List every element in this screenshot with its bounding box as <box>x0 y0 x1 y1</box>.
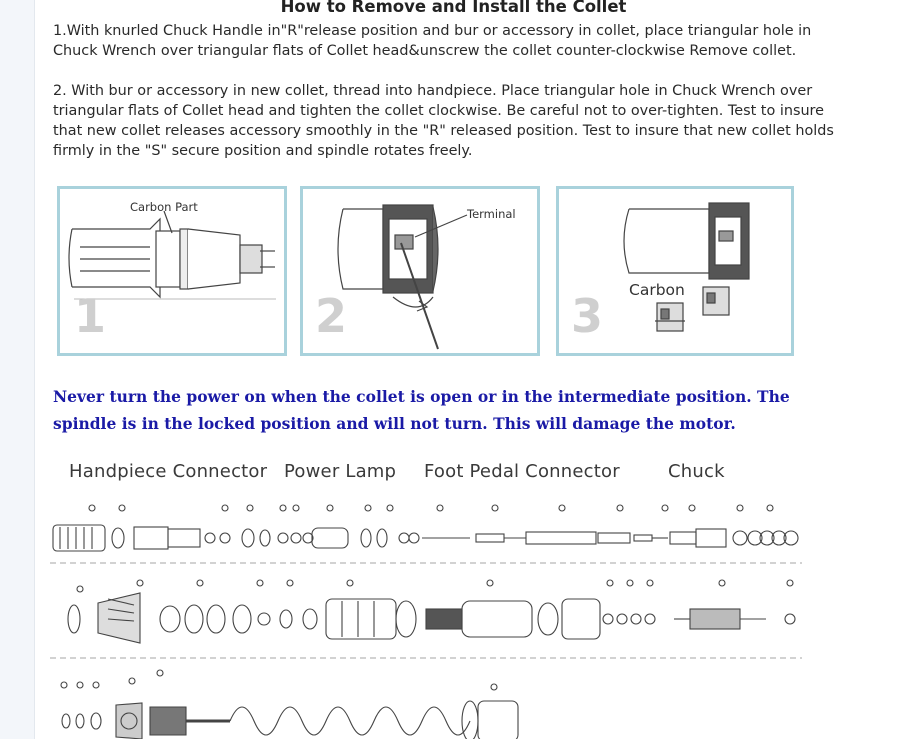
figure-3-number: 3 <box>571 289 604 343</box>
left-sidebar <box>0 0 35 739</box>
instruction-step-2: 2. With bur or accessory in new collet, thread into handpiece. Place triangular hole in Chuck Wrench over triangular flats of Collet head and tighten the collet clockwise. Be careful not to over-tighten. Test to insure that new collet releases accessory smoothly in the "R" released position. Test to insure that new collet holds firmly in the "S" secure position and spindle rotates freely. <box>53 83 834 159</box>
warning-text: Never turn the power on when the collet is open or in the intermediate position. The spindle is in the locked position and will not turn. This will damage the motor. <box>53 387 790 433</box>
figure-2-terminal <box>300 186 540 356</box>
component-label-handpiece-connector: Handpiece Connector <box>69 461 268 482</box>
instruction-step-1: 1.With knurled Chuck Handle in"R"release position and bur or accessory in collet, place triangular hole in Chuck Wrench over triangular flats of Collet head&unscrew the collet counter-clockwise Remove collet. <box>53 23 812 59</box>
figure-2-label: Terminal <box>467 207 516 221</box>
figure-1-number: 1 <box>74 289 107 343</box>
component-label-chuck: Chuck <box>668 461 725 482</box>
figure-1-label: Carbon Part <box>130 200 198 214</box>
component-label-foot-pedal-connector: Foot Pedal Connector <box>424 461 620 482</box>
figure-3-label: Carbon <box>629 281 685 299</box>
exploded-parts-diagram <box>50 493 802 739</box>
figure-3-carbon <box>556 186 794 356</box>
component-label-power-lamp: Power Lamp <box>284 461 397 482</box>
figure-2-number: 2 <box>315 289 348 343</box>
figure-1-carbon-part <box>57 186 287 356</box>
page-title: How to Remove and Install the Collet <box>280 0 627 16</box>
